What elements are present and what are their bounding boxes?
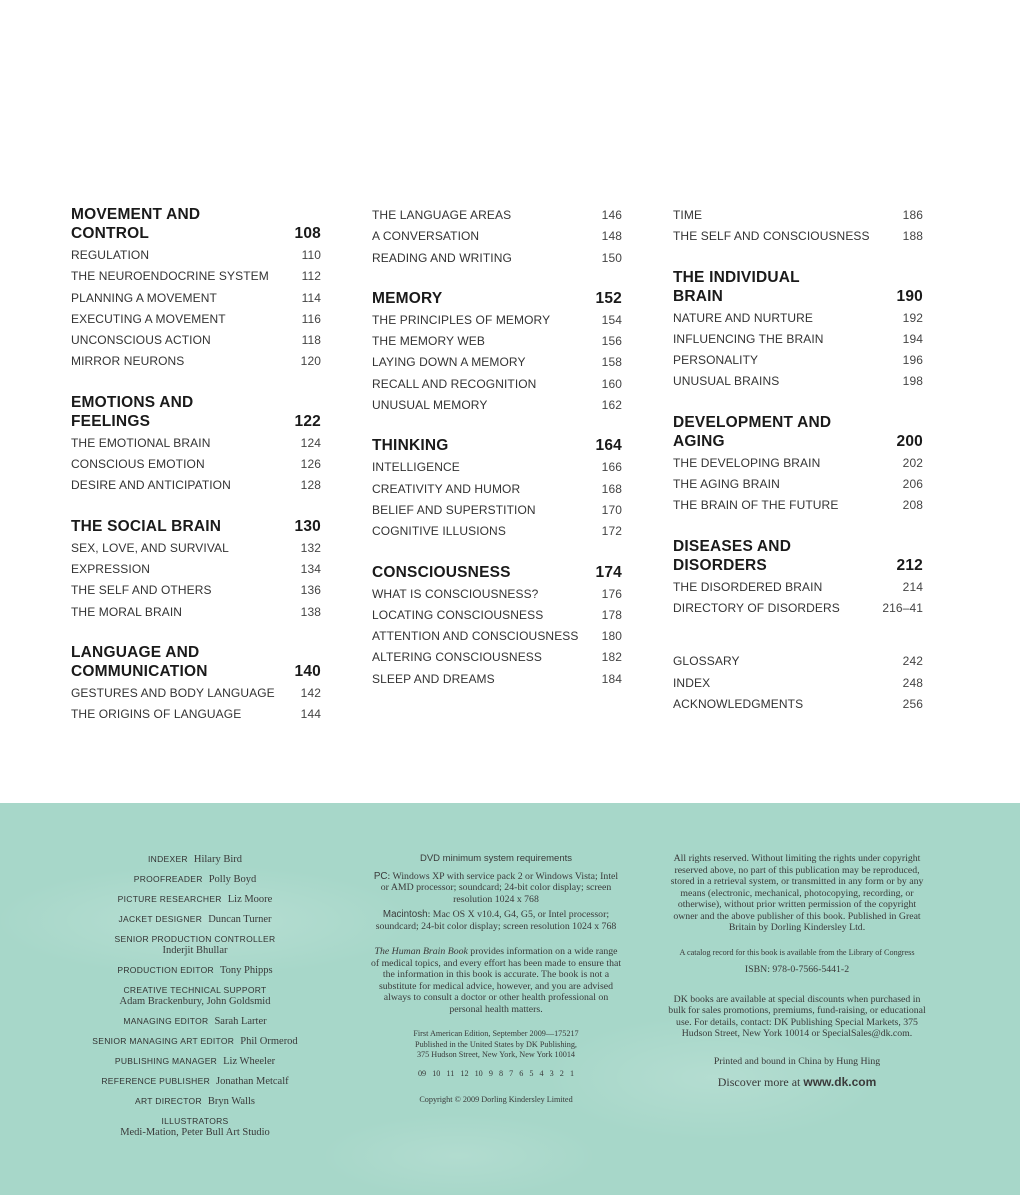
toc-entry[interactable] [372, 205, 622, 226]
credit-role: JACKET DESIGNER [118, 914, 203, 924]
section-title: MEMORY [372, 289, 443, 307]
mac-requirements [370, 909, 622, 932]
section-title: THINKING [372, 437, 449, 455]
entry-page: 208 [902, 498, 923, 513]
edition: First American Edition, September 2009—175217 [413, 1029, 579, 1038]
section-page: 190 [896, 287, 923, 305]
toc-entry[interactable] [372, 310, 622, 331]
entry-title: THE AGING BRAIN [673, 477, 780, 492]
entry-title: THE ORIGINS OF LANGUAGE [71, 707, 242, 722]
credit-role: ILLUSTRATORS [161, 1116, 229, 1126]
entry-page: 154 [601, 312, 622, 327]
entry-title: GLOSSARY [673, 654, 740, 669]
section-heading [673, 268, 923, 308]
entry-title: INFLUENCING THE BRAIN [673, 331, 824, 346]
toc-section [71, 205, 321, 373]
toc-entry[interactable] [673, 495, 923, 516]
table-of-contents [0, 205, 1020, 725]
toc-entry[interactable] [673, 673, 923, 694]
entry-title: SLEEP AND DREAMS [372, 671, 495, 686]
entry-page: 118 [301, 333, 321, 348]
dk-url[interactable]: www.dk.com [803, 1075, 877, 1089]
toc-entry[interactable] [372, 584, 622, 605]
credit-line [75, 964, 315, 977]
credit-name: Liz Moore [227, 894, 273, 905]
toc-entry[interactable] [372, 331, 622, 352]
entry-title: RECALL AND RECOGNITION [372, 376, 537, 391]
entry-title: THE NEUROENDOCRINE SYSTEM [71, 269, 269, 284]
credit-name: Sarah Larter [214, 1016, 267, 1027]
entry-title: UNCONSCIOUS ACTION [71, 333, 211, 348]
toc-column-2 [372, 205, 622, 690]
entry-page: 196 [902, 353, 923, 368]
toc-entry[interactable] [71, 309, 321, 330]
print-line: 09 10 11 12 10 9 8 7 6 5 4 3 2 1 [417, 1068, 575, 1078]
entry-title: BELIEF AND SUPERSTITION [372, 502, 536, 517]
toc-entry[interactable] [673, 694, 923, 715]
disclaimer-text: provides information on a wide range of medical topics, and every effort has been made to ensure that the information in this book is accurate. The book is not a substitute for medical advice, however, and you are advised always to consult a doctor or other health professional on personal health matters. [370, 946, 622, 1015]
section-title: DEVELOPMENT AND AGING [673, 413, 832, 450]
entry-page: 158 [601, 355, 622, 370]
entry-page: 162 [601, 398, 622, 413]
discover-text: Discover more at [717, 1075, 804, 1089]
entry-page: 160 [601, 376, 622, 391]
toc-entry[interactable] [673, 205, 923, 226]
entry-page: 116 [301, 311, 321, 326]
dvd-heading: DVD minimum system requirements [419, 853, 573, 864]
entry-title: THE DISORDERED BRAIN [673, 579, 823, 594]
toc-entry[interactable] [673, 474, 923, 495]
credit-role: SENIOR PRODUCTION CONTROLLER [114, 934, 276, 944]
entry-page: 168 [601, 481, 622, 496]
entry-title: LAYING DOWN A MEMORY [372, 355, 526, 370]
credit-name: Duncan Turner [208, 914, 272, 925]
imprint-panel [0, 803, 1020, 1195]
entry-page: 156 [601, 334, 622, 349]
toc-section [372, 563, 622, 690]
entry-title: EXECUTING A MOVEMENT [71, 311, 226, 326]
entry-title: EXPRESSION [71, 561, 151, 576]
credit-role: PRODUCTION EDITOR [117, 965, 214, 975]
credit-role: REFERENCE PUBLISHER [101, 1076, 211, 1086]
entry-title: COGNITIVE ILLUSIONS [372, 524, 506, 539]
entry-page: 112 [301, 269, 321, 284]
entry-title: PERSONALITY [673, 353, 759, 368]
entry-title: INDEX [673, 675, 711, 690]
section-page: 200 [896, 432, 923, 450]
entry-page: 182 [601, 650, 622, 665]
copyright: Copyright © 2009 Dorling Kindersley Limited [419, 1095, 573, 1104]
toc-entry[interactable] [372, 521, 622, 542]
credit-name: Medi-Mation, Peter Bull Art Studio [120, 1127, 270, 1138]
entry-title: NATURE AND NURTURE [673, 310, 814, 325]
section-heading [673, 537, 923, 577]
section-page: 152 [595, 289, 622, 307]
entry-title: TIME [673, 208, 703, 222]
section-page: 212 [896, 556, 923, 574]
toc-entry[interactable] [372, 479, 622, 500]
toc-column-3 [673, 205, 923, 715]
catalog-record: A catalog record for this book is available from the Library of Congress [679, 947, 915, 957]
toc-entry[interactable] [71, 433, 321, 454]
credit-line [75, 1095, 315, 1108]
section-title: THE INDIVIDUAL BRAIN [673, 268, 800, 305]
credit-name: Polly Boyd [208, 874, 257, 885]
toc-entry[interactable] [673, 577, 923, 598]
entry-title: INTELLIGENCE [372, 460, 460, 475]
entry-title: THE EMOTIONAL BRAIN [71, 435, 211, 450]
toc-entry[interactable] [372, 374, 622, 395]
credit-role: INDEXER [147, 854, 188, 864]
entry-page: 138 [300, 604, 321, 619]
credit-role: MANAGING EDITOR [123, 1016, 209, 1026]
entry-title: ALTERING CONSCIOUSNESS [372, 650, 543, 665]
credit-role: ART DIRECTOR [135, 1096, 202, 1106]
toc-entry[interactable] [673, 350, 923, 371]
entry-title: LOCATING CONSCIOUSNESS [372, 607, 544, 622]
entry-page: 170 [601, 502, 622, 517]
entry-page: 136 [300, 583, 321, 598]
toc-entry[interactable] [372, 605, 622, 626]
toc-entry[interactable] [71, 330, 321, 351]
section-heading [71, 393, 321, 433]
toc-entry[interactable] [71, 351, 321, 372]
credit-line [75, 1075, 315, 1088]
credit-role: SENIOR MANAGING ART EDITOR [92, 1036, 235, 1046]
toc-section [71, 393, 321, 497]
entry-page: 150 [601, 250, 622, 265]
toc-entry[interactable] [372, 352, 622, 373]
entry-title: READING AND WRITING [372, 250, 512, 265]
section-title: EMOTIONS AND FEELINGS [71, 393, 194, 430]
entry-page: 120 [300, 354, 321, 369]
entry-page: 146 [601, 208, 622, 222]
toc-column-1 [71, 205, 321, 725]
toc-section [673, 205, 923, 248]
toc-section [372, 436, 622, 542]
entry-title: GESTURES AND BODY LANGUAGE [71, 685, 275, 700]
toc-entry[interactable] [372, 457, 622, 478]
entry-page: 198 [902, 374, 923, 389]
rights-text: All rights reserved. Without limiting the rights under copyright reserved above, no part of this publication may be reproduced, stored in a retrieval system, or transmitted in any form or by any means (electronic, mechanical, photocopying, recording, or otherwise), without prior written permission of the copyright owner and the above publisher of this book. Published in Great Britain by Dorling Kindersley Ltd. [670, 853, 924, 933]
entry-title: CREATIVITY AND HUMOR [372, 481, 521, 496]
entry-page: 216–41 [882, 600, 923, 615]
entry-title: REGULATION [71, 248, 150, 262]
toc-section [372, 205, 622, 269]
credit-name: Phil Ormerod [240, 1036, 298, 1047]
section-heading [71, 205, 321, 245]
entry-page: 184 [601, 671, 622, 686]
rights-info [668, 853, 926, 1099]
toc-entry[interactable] [71, 704, 321, 725]
credit-role: PUBLISHING MANAGER [114, 1056, 218, 1066]
entry-page: 188 [902, 229, 923, 244]
disclaimer [370, 946, 622, 1015]
toc-entry[interactable] [372, 248, 622, 269]
isbn: ISBN: 978-0-7566-5441-2 [744, 964, 850, 975]
entry-title: PLANNING A MOVEMENT [71, 290, 217, 305]
entry-title: MIRROR NEURONS [71, 354, 185, 369]
entry-page: 142 [300, 685, 321, 700]
credit-role: PICTURE RESEARCHER [117, 894, 222, 904]
toc-entry[interactable] [673, 453, 923, 474]
entry-title: THE LANGUAGE AREAS [372, 208, 512, 222]
entry-title: CONSCIOUS EMOTION [71, 457, 205, 472]
entry-page: 124 [300, 435, 321, 450]
toc-entry[interactable] [71, 475, 321, 496]
entry-page: 248 [902, 675, 923, 690]
toc-entry[interactable] [372, 669, 622, 690]
section-heading [372, 289, 622, 310]
section-page: 174 [595, 563, 622, 581]
pc-label: PC [373, 870, 388, 882]
entry-title: THE MORAL BRAIN [71, 604, 183, 619]
entry-title: THE SELF AND OTHERS [71, 583, 212, 598]
credit-line [75, 933, 315, 957]
section-heading [372, 563, 622, 584]
mac-label: Macintosh [382, 909, 428, 920]
credit-name: Jonathan Metcalf [216, 1076, 289, 1087]
toc-entry[interactable] [372, 500, 622, 521]
toc-section [673, 413, 923, 517]
entry-page: 172 [601, 524, 622, 539]
credit-line [75, 1055, 315, 1068]
book-title: The Human Brain Book [374, 946, 468, 957]
section-page: 164 [595, 437, 622, 455]
section-title: LANGUAGE AND COMMUNICATION [71, 643, 208, 680]
entry-page: 180 [601, 629, 622, 644]
toc-section [71, 643, 321, 726]
entry-title: WHAT IS CONSCIOUSNESS? [372, 586, 539, 601]
toc-entry[interactable] [71, 602, 321, 623]
toc-section [372, 289, 622, 416]
toc-entry[interactable] [71, 266, 321, 287]
toc-section [673, 651, 923, 715]
entry-page: 256 [902, 696, 923, 711]
section-title: MOVEMENT AND CONTROL [71, 206, 201, 242]
entry-page: 202 [902, 455, 923, 470]
credit-line [75, 913, 315, 926]
entry-page: 134 [300, 561, 321, 576]
toc-entry[interactable] [71, 288, 321, 309]
entry-title: THE MEMORY WEB [372, 334, 485, 349]
entry-page: 178 [601, 607, 622, 622]
credit-line [75, 984, 315, 1008]
entry-page: 186 [902, 208, 923, 222]
toc-entry[interactable] [71, 538, 321, 559]
credits-list [75, 853, 315, 1146]
entry-title: SEX, LOVE, AND SURVIVAL [71, 540, 229, 555]
entry-title: ATTENTION AND CONSCIOUSNESS [372, 629, 579, 644]
toc-entry[interactable] [372, 647, 622, 668]
toc-entry[interactable] [372, 626, 622, 647]
toc-section [673, 537, 923, 620]
toc-entry[interactable] [673, 226, 923, 247]
credit-line [75, 873, 315, 886]
pc-text: : Windows XP with service pack 2 or Windows Vista; Intel or AMD processor; soundcard; 24-bit color display; screen resolution 1024 x 768 [380, 870, 619, 905]
section-heading [673, 413, 923, 453]
entry-page: 132 [300, 540, 321, 555]
entry-page: 192 [902, 310, 923, 325]
toc-entry[interactable] [71, 559, 321, 580]
entry-page: 166 [601, 460, 622, 475]
credit-name: Bryn Walls [207, 1096, 255, 1107]
section-heading [71, 643, 321, 683]
toc-entry[interactable] [673, 598, 923, 619]
entry-page: 114 [301, 290, 321, 305]
credit-line [75, 1035, 315, 1048]
entry-page: 176 [601, 586, 622, 601]
toc-entry[interactable] [71, 245, 321, 266]
entry-title: THE DEVELOPING BRAIN [673, 455, 821, 470]
entry-page: 242 [902, 654, 923, 669]
toc-entry[interactable] [372, 226, 622, 247]
published-by: Published in the United States by DK Publishing, [415, 1039, 577, 1049]
entry-page: 144 [300, 707, 321, 722]
special-sales: DK books are available at special discounts when purchased in bulk for sales promotions, premiums, fund-raising, or educational use. For details, contact: DK Publishing Special Markets, 375 Hudson Street, New York 10014 or SpecialSales@dk.com. [668, 993, 926, 1039]
entry-page: 194 [902, 331, 923, 346]
pc-requirements [370, 871, 622, 906]
section-page: 130 [294, 517, 321, 535]
dvd-requirements [370, 853, 622, 1110]
section-heading [71, 517, 321, 538]
toc-entry[interactable] [71, 683, 321, 704]
entry-page: 110 [301, 248, 321, 262]
credit-name: Liz Wheeler [223, 1056, 276, 1067]
entry-page: 126 [300, 457, 321, 472]
entry-title: UNUSUAL MEMORY [372, 398, 488, 413]
entry-title: UNUSUAL BRAINS [673, 374, 780, 389]
toc-entry[interactable] [673, 371, 923, 392]
credit-line [75, 1115, 315, 1139]
entry-title: DIRECTORY OF DISORDERS [673, 600, 840, 615]
section-page: 140 [294, 662, 321, 680]
credit-line [75, 1015, 315, 1028]
credit-name: Inderjit Bhullar [162, 945, 228, 956]
entry-page: 214 [902, 579, 923, 594]
toc-entry[interactable] [673, 651, 923, 672]
section-heading [372, 436, 622, 457]
toc-entry[interactable] [71, 580, 321, 601]
section-title: DISEASES AND DISORDERS [673, 537, 792, 574]
entry-page: 206 [902, 477, 923, 492]
entry-title: DESIRE AND ANTICIPATION [71, 478, 231, 493]
entry-title: A CONVERSATION [372, 229, 480, 244]
entry-page: 128 [300, 478, 321, 493]
credit-role: CREATIVE TECHNICAL SUPPORT [123, 985, 267, 995]
entry-title: ACKNOWLEDGMENTS [673, 696, 804, 711]
section-page: 108 [294, 225, 321, 242]
toc-entry[interactable] [71, 454, 321, 475]
section-title: CONSCIOUSNESS [372, 563, 511, 581]
credit-line [75, 853, 315, 866]
toc-section [673, 268, 923, 393]
section-page: 122 [294, 412, 321, 430]
credit-line [75, 893, 315, 906]
publisher-address: 375 Hudson Street, New York, New York 10014 [416, 1050, 576, 1059]
credit-name: Tony Phipps [219, 965, 273, 976]
toc-section [71, 517, 321, 623]
entry-title: THE BRAIN OF THE FUTURE [673, 498, 839, 513]
credit-name: Adam Brackenbury, John Goldsmid [119, 996, 271, 1007]
entry-title: THE PRINCIPLES OF MEMORY [372, 312, 551, 327]
credit-name: Hilary Bird [193, 854, 242, 865]
discover-more [668, 1077, 926, 1089]
section-title: THE SOCIAL BRAIN [71, 517, 222, 535]
credit-role: PROOFREADER [133, 874, 203, 884]
entry-title: THE SELF AND CONSCIOUSNESS [673, 229, 870, 244]
mac-text: : Mac OS X v10.4, G4, G5, or Intel processor; soundcard; 24-bit color display; screen resolution 1024 x 768 [375, 909, 617, 932]
toc-entry[interactable] [673, 329, 923, 350]
entry-page: 148 [601, 229, 622, 244]
toc-entry[interactable] [673, 308, 923, 329]
toc-entry[interactable] [372, 395, 622, 416]
printed-in: Printed and bound in China by Hung Hing [713, 1055, 881, 1067]
